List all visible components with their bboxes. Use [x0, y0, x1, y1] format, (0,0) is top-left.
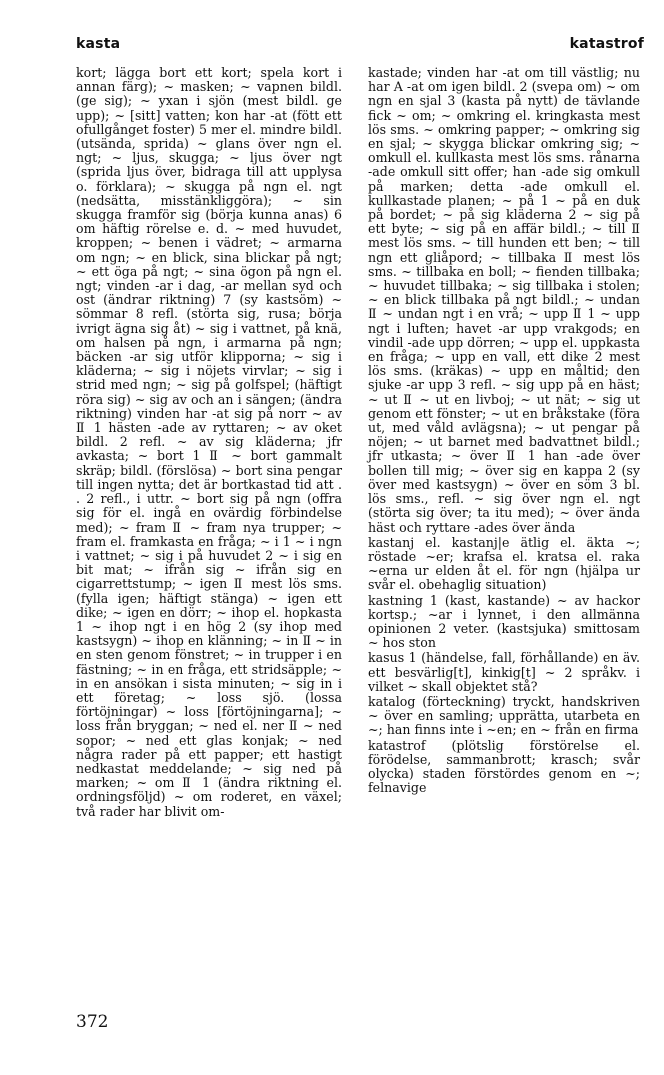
entry-paragraph: kort; lägga bort ett kort; spela kort i annan färg); ~ masken; ~ vapnen bildl. (ge sig); ~ yxan i sjön (mest bildl. ge upp); ~ [sitt] vatten; kon har -at (fött ett ofullgånget foster) 5 mer el. mindre bildl. (utsända, sprida) ~ glans över ngn el. ngt; ~ ljus, skugga; ~ ljus över ngt (sprida ljus över, bidraga till att upplysa o. förklara); ~ skugga på ngn el. ngt (nedsätta, misstänkliggöra); ~ sin skugga framför sig (börja kunna anas) 6 om häftig rörelse e. d. ~ med huvudet, kroppen; ~ benen i vädret; ~ armarna om ngn; ~ en blick, sina blickar på ngt; ~ ett öga på ngt; ~ sina ögon på ngn el. ngt; vinden -ar i dag, -ar mellan syd och ost (ändrar riktning) 7 (sy kastsöm) ~ sömmar 8 refl. (störta sig, rusa; börja ivrigt ägna sig åt) ~ sig i vattnet, på knä, om halsen på ngn, i armarna på ngn; bäcken -ar sig utför klipporna; ~ sig i kläderna; ~ sig i nöjets virvlar; ~ sig i strid med ngn; ~ sig på golfspel; (häftigt röra sig) ~ sig av och an i sängen; (ändra riktning) vinden har -at sig på norr ~ av Ⅱ 1 hästen -ade av ryttaren; ~ av oket bildl. 2 refl. ~ av sig kläderna; jfr avkasta; ~ bort 1 Ⅱ ~ bort gammalt skräp; bildl. (förslösa) ~ bort sina pengar till ingen nytta; det är bortkastad tid att . . 2 refl., i uttr. ~ bort sig på ngn (offra sig för el. ingå en ovärdig förbindelse med); ~ fram Ⅱ ~ fram nya trupper; ~ fram el. framkasta en fråga; ~ i 1 ~ i ngn i vattnet; ~ sig i på huvudet 2 ~ i sig en bit mat; ~ ifrån sig ~ ifrån sig en cigarrettstump; ~ igen Ⅱ mest lös sms. (fylla igen; häftigt stänga) ~ igen ett dike; ~ igen en dörr; ~ ihop el. hopkasta 1 ~ ihop ngt i en hög 2 (sy ihop med kastsygn) ~ ihop en klänning; ~ in Ⅱ ~ in en sten genom fönstret; ~ in trupper i en fästning; ~ in en fråga, ett stridsäpple; ~ in en ansökan i sista minuten; ~ sig in i ett företag; ~ loss sjö. (lossa förtöjningar) ~ loss [förtöjningarna]; ~ loss från bryggan; ~ ned el. ner Ⅱ ~ ned sopor; ~ ned ett glas konjak; ~ ned några rader på ett papper; ett hastigt nedkastat meddelande; ~ sig ned på marken; ~ om Ⅱ 1 (ändra riktning el. ordningsföljd) ~ om roderet, en växel; två rader har blivit om- — [76, 65, 342, 819]
entry-kasus: kasus 1 (händelse, fall, förhållande) en äv. ett besvärlig[t], kinkig[t] ~ 2 språkv. i vilket ~ skall objektet stå? — [368, 650, 640, 694]
entry-katalog: katalog (förteckning) tryckt, handskriven ~ över en samling; upprätta, utarbeta en ~; han finns inte i ~en; en ~ från en firma — [368, 693, 640, 738]
entry-kastning: kastning 1 (kast, kastande) ~ av hackor kortsp.; ~ar i lynnet, i den allmänna opinionen 2 veter. (kastsjuka) smittosam ~ hos ston — [368, 592, 640, 651]
running-head-left: kasta — [76, 36, 121, 52]
running-head-right: katastrof — [569, 36, 644, 52]
right-column — [368, 66, 640, 795]
page-number: 372 — [76, 1012, 109, 1032]
left-column — [76, 66, 342, 819]
entry-paragraph: kastade; vinden har -at om till västlig; nu har A -at om igen bildl. 2 (svepa om) ~ om ngn en sjal 3 (kasta på nytt) de tävlande fick ~ om; ~ omkring el. kringkasta mest lös sms. ~ omkring papper; ~ omkring sig en sjal; ~ skygga blickar omkring sig; ~ omkull el. kullkasta mest lös sms. rånarna -ade omkull sitt offer; han -ade sig omkull på marken; detta -ade omkull el. kullkastade planen; ~ på 1 ~ på en duk på bordet; ~ på sig kläderna 2 ~ sig på ett byte; ~ sig på en affär bildl.; ~ till Ⅱ mest lös sms. ~ till hunden ett ben; ~ till ngn ett gliåpord; ~ tillbaka Ⅱ mest lös sms. ~ tillbaka en boll; ~ fienden tillbaka; ~ huvudet tillbaka; ~ sig tillbaka i stolen; ~ en blick tillbaka på ngt bildl.; ~ undan Ⅱ ~ undan ngt i en vrå; ~ upp Ⅱ 1 ~ upp ngt i luften; havet -ar upp vrakgods; en vindil -ade upp dörren; ~ upp el. uppkasta en fråga; ~ upp en vall, ett dike 2 mest lös sms. (kräkas) ~ upp en måltid; den sjuke -ar upp 3 refl. ~ sig upp på en häst; ~ ut Ⅱ ~ ut en livboj; ~ ut nät; ~ sig ut genom ett fönster; ~ ut en bråkstake (föra ut, med våld avlägsna); ~ ut pengar på nöjen; ~ ut barnet med badvattnet bildl.; jfr utkasta; ~ över Ⅱ 1 han -ade över bollen till mig; ~ över sig en kappa 2 (sy över med kastsygn) ~ över en söm 3 bl. lös sms., refl. ~ sig över ngn el. ngt (störta sig över; ta itu med); ~ över ända häst och ryttare -ades över ända — [368, 65, 640, 535]
entry-kastanj: kastanj el. kastanj|e ätlig el. äkta ~; röstade ~er; krafsa el. kratsa el. raka ~erna ur elden åt el. för ngn (hjälpa ur svår el. obehaglig situation) — [368, 534, 640, 593]
entry-katastrof: katastrof (plötslig förstörelse el. förödelse, sammanbrott; krasch; svår olycka) staden förstördes genom en ~; felnavige — [368, 737, 640, 796]
